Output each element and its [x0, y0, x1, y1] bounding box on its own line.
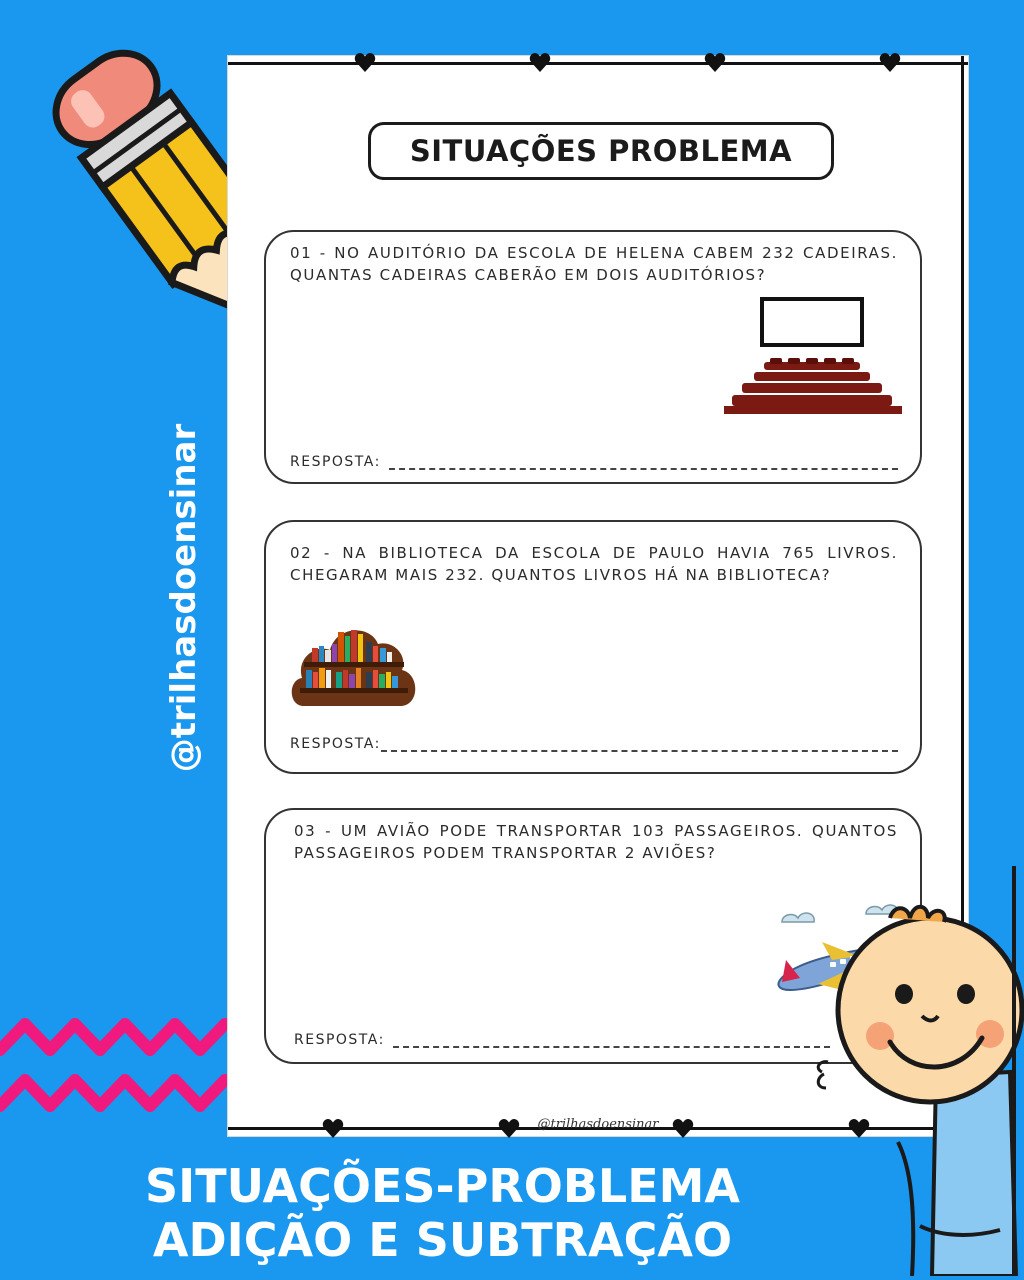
heart-icon [879, 53, 901, 73]
side-handle-text: @trilhasdoensinar [164, 423, 204, 773]
answer-line-3[interactable] [393, 1034, 830, 1048]
footer-credit: @trilhasdoensinar [537, 1117, 659, 1132]
heart-icon [529, 53, 551, 73]
worksheet-title: SITUAÇÕES PROBLEMA [409, 134, 793, 168]
answer-label-2: RESPOSTA: [290, 736, 381, 752]
heart-icon [704, 53, 726, 73]
bookshelf-icon [290, 618, 418, 716]
answer-row-3 [294, 1032, 830, 1048]
zigzag-decoration [0, 1010, 230, 1130]
question-text-3: 03 - UM AVIÃO PODE TRANSPORTAR 103 PASSAGEIROS. QUANTOS PASSAGEIROS PODEM TRANSPORTAR 2 AVIÕES? [294, 822, 898, 862]
question-text-1: 01 - NO AUDITÓRIO DA ESCOLA DE HELENA CABEM 232 CADEIRAS. QUANTAS CADEIRAS CABERÃO EM DOIS AUDITÓRIOS? [290, 244, 898, 284]
top-border [228, 62, 968, 65]
answer-line-1[interactable] [389, 456, 898, 470]
answer-row-2 [290, 736, 898, 752]
heart-icon [354, 53, 376, 73]
auditorium-icon [724, 296, 904, 418]
worksheet-title-box [368, 122, 834, 180]
answer-row-1 [290, 454, 898, 470]
answer-label-1: RESPOSTA: [290, 454, 381, 470]
question-box-2 [264, 520, 922, 774]
question-box-1 [264, 230, 922, 484]
answer-label-3: RESPOSTA: [294, 1032, 385, 1048]
banner-line-1: SITUAÇÕES-PROBLEMA [144, 1159, 741, 1213]
banner-line-2: ADIÇÃO E SUBTRAÇÃO [152, 1213, 733, 1267]
question-text-2: 02 - NA BIBLIOTECA DA ESCOLA DE PAULO HAVIA 765 LIVROS. CHEGARAM MAIS 232. QUANTOS LIVROS HÁ NA BIBLIOTECA? [290, 544, 898, 584]
answer-line-2[interactable] [381, 738, 898, 752]
